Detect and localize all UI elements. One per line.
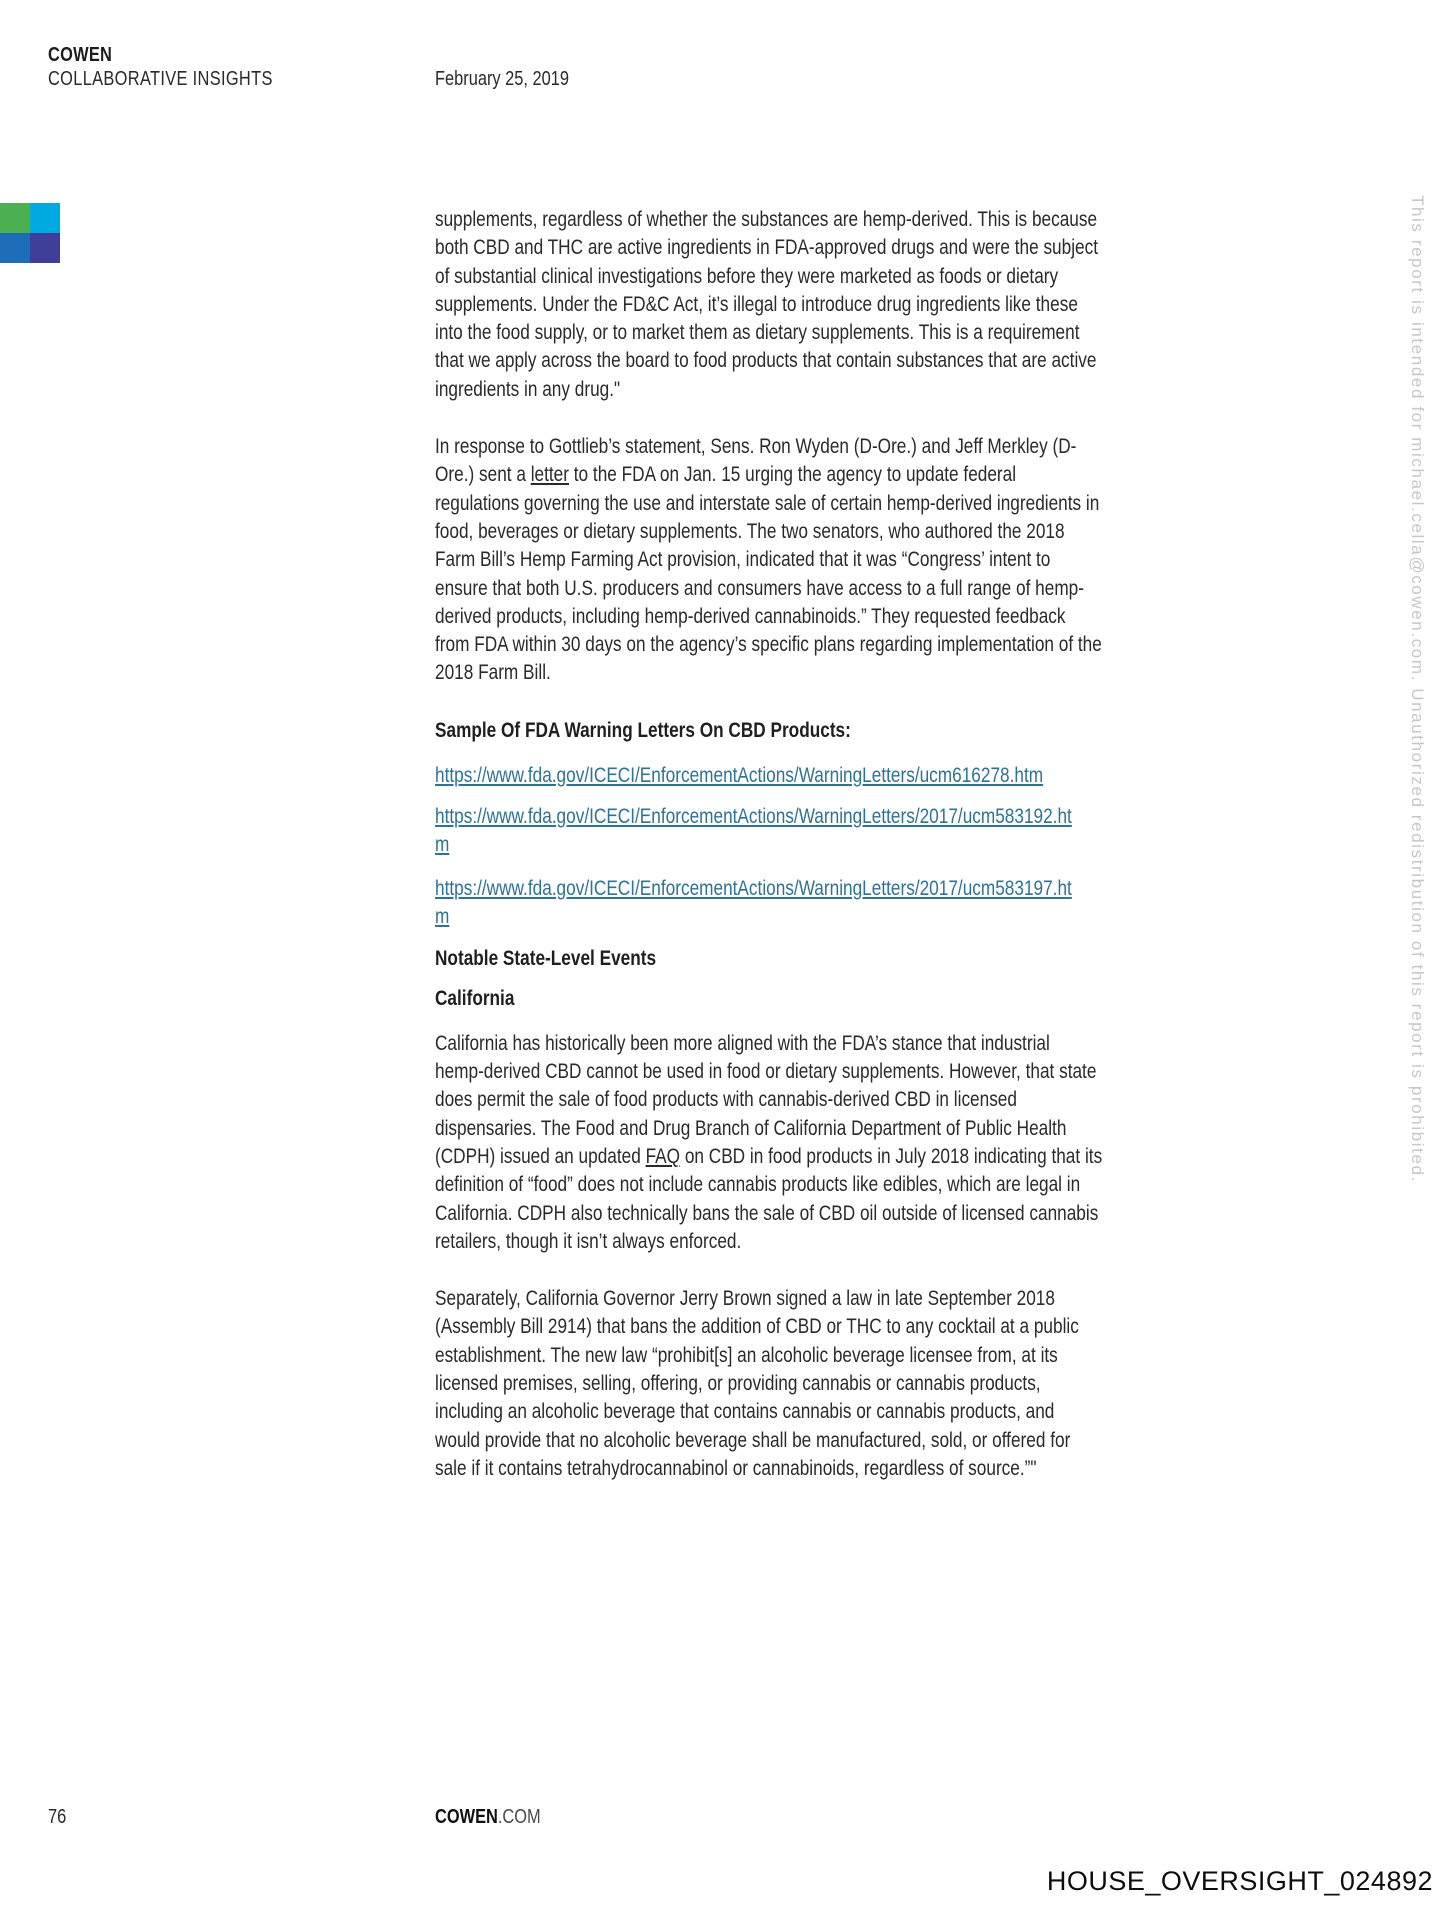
faq-link[interactable]: FAQ <box>645 1144 681 1168</box>
state-events-heading: Notable State-Level Events <box>435 946 657 970</box>
paragraph-text: In response to Gottlieb’s statement, Sens. Ron Wyden (D-Ore.) and Jeff Merkley (D-Ore.) sent a <box>435 435 1077 487</box>
paragraph-california-cdph <box>435 1030 1102 1256</box>
footer-site-link[interactable] <box>435 1806 541 1829</box>
logo-square-cyan <box>30 203 60 233</box>
footer-site-rest: .COM <box>497 1806 541 1828</box>
footer-site-bold: COWEN <box>435 1806 498 1828</box>
url-link-1[interactable] <box>435 762 1102 790</box>
url-link-3[interactable] <box>435 875 1102 931</box>
redistribution-watermark: This report is intended for michael.cella@cowen.com. Unauthorized redistribution of this report is prohibited. <box>1408 195 1427 1183</box>
cowen-logo <box>0 203 60 263</box>
paragraph-fda-statement: supplements, regardless of whether the substances are hemp-derived. This is because both CBD and THC are active ingredients in FDA-approved drugs and were the subject of substantial clinical investigations before they were marketed as foods or dietary supplements. Under the FD&C Act, it’s illegal to introduce drug ingredients like these into the food supply, or to market them as dietary supplements. This is a requirement that we apply across the board to food products that contain substances that are active ingredients in any drug." <box>435 208 1099 401</box>
logo-square-blue <box>0 233 30 263</box>
page-header-brand: COWEN <box>48 44 113 66</box>
body-column <box>435 206 1102 1483</box>
page-number: 76 <box>48 1806 67 1828</box>
report-date: February 25, 2019 <box>435 68 570 90</box>
url-link-2-line2[interactable]: m <box>435 832 450 856</box>
logo-square-indigo <box>30 233 60 263</box>
warning-letters-heading: Sample Of FDA Warning Letters On CBD Products: <box>435 718 851 742</box>
url-link-1-text[interactable]: https://www.fda.gov/ICECI/EnforcementActions/WarningLetters/ucm616278.htm <box>435 763 1044 787</box>
url-link-2-line1[interactable]: https://www.fda.gov/ICECI/EnforcementActions/WarningLetters/2017/ucm583192.ht <box>435 804 1072 828</box>
letter-link[interactable]: letter <box>530 463 569 487</box>
oversight-stamp: HOUSE_OVERSIGHT_024892 <box>1046 1866 1433 1896</box>
paragraph-text: to the FDA on Jan. 15 urging the agency to update federal regulations governing the use and interstate sale of certain hemp-derived ingredients in food, beverages or dietary supplements. The two senators, who authored the 2018 Farm Bill’s Hemp Farming Act provision, indicated that it was “Congress’ intent to ensure that both U.S. producers and consumers have access to a full range of hemp-derived products, including hemp-derived cannabinoids.” They requested feedback from FDA within 30 days on the agency’s specific plans regarding implementation of the 2018 Farm Bill. <box>435 463 1102 685</box>
url-link-3-line1[interactable]: https://www.fda.gov/ICECI/EnforcementActions/WarningLetters/2017/ucm583197.ht <box>435 876 1072 900</box>
california-heading: California <box>435 986 515 1010</box>
paragraph-text: California has historically been more aligned with the FDA’s stance that industrial hemp-derived CBD cannot be used in food or dietary supplements. However, that state does permit the sale of food products with cannabis-derived CBD in licensed dispensaries. The Food and Drug Branch of California Department of Public Health (CDPH) issued an updated <box>435 1031 1097 1168</box>
page-header-subtitle: COLLABORATIVE INSIGHTS <box>48 68 273 90</box>
logo-square-green <box>0 203 30 233</box>
paragraph-assembly-bill: Separately, California Governor Jerry Brown signed a law in late September 2018 (Assembly Bill 2914) that bans the addition of CBD or THC to any cocktail at a public establishment. The new law “prohibit[s] an alcoholic beverage licensee from, at its licensed premises, selling, offering, or providing cannabis or cannabis products, including an alcoholic beverage that contains cannabis or cannabis products, and would provide that no alcoholic beverage shall be manufactured, sold, or offered for sale if it contains tetrahydrocannabinol or cannabinoids, regardless of source.”" <box>435 1287 1079 1480</box>
url-link-3-line2[interactable]: m <box>435 904 450 928</box>
paragraph-senators-letter <box>435 433 1102 688</box>
url-link-2[interactable] <box>435 803 1102 859</box>
paragraph-text: on CBD in food products in July 2018 indicating that its definition of “food” does not include cannabis products like edibles, which are legal in California. CDPH also technically bans the sale of CBD oil outside of licensed cannabis retailers, though it isn’t always enforced. <box>435 1144 1103 1253</box>
